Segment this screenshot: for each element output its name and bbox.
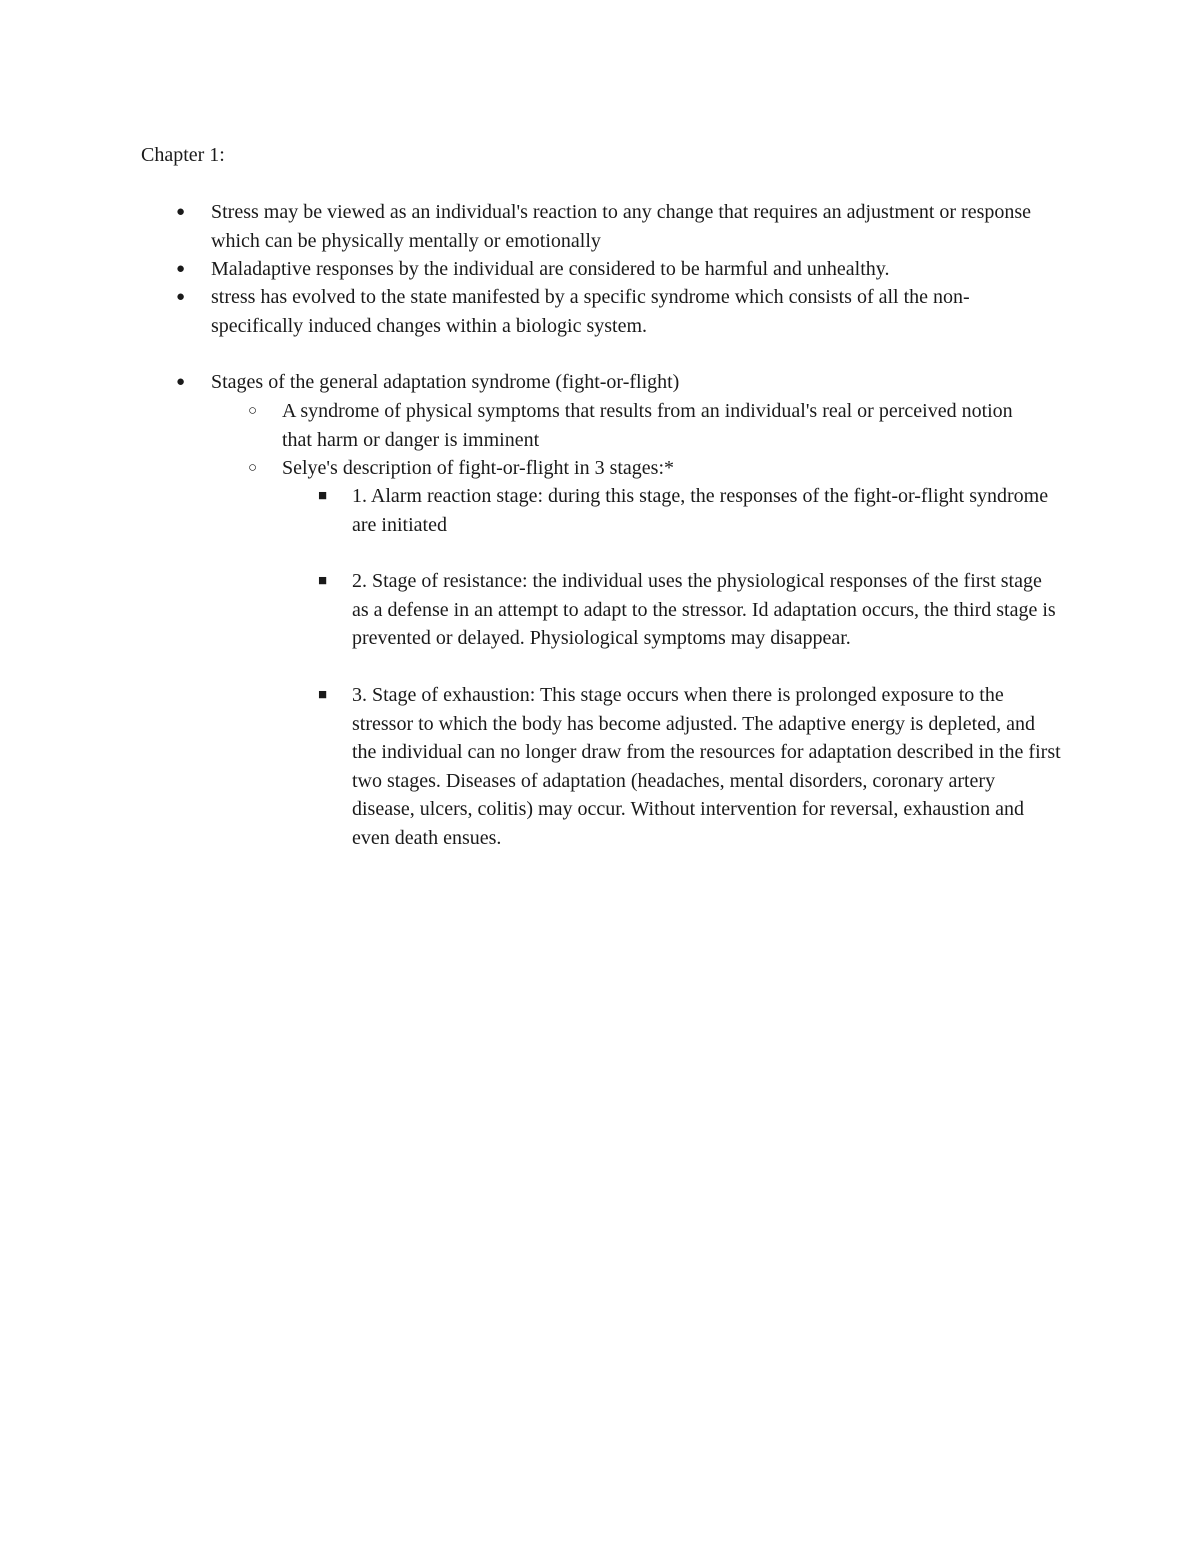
circle-bullet-icon: ○ xyxy=(248,403,258,419)
list-item: Maladaptive responses by the individual are considered to be harmful and unhealthy. xyxy=(211,258,890,280)
stage-item: 1. Alarm reaction stage: during this stage, the responses of the fight-or-flight syndrome are initiated xyxy=(352,485,1049,536)
square-bullet-icon: ■ xyxy=(318,687,328,703)
stage-item: 2. Stage of resistance: the individual uses the physiological responses of the first stage as a defense in an attempt to adapt to the stressor. Id adaptation occurs, the third stage is prevented or delayed. Physiological symptoms may disappear. xyxy=(352,570,1056,649)
list-item: Stages of the general adaptation syndrome (fight-or-flight) xyxy=(211,371,680,393)
chapter-heading: Chapter 1: xyxy=(141,144,225,166)
circle-bullet-icon: ○ xyxy=(248,460,258,476)
bullet-icon: ● xyxy=(176,289,186,305)
bullet-icon: ● xyxy=(176,374,186,390)
bullet-icon: ● xyxy=(176,261,186,277)
list-item: Stress may be viewed as an individual's reaction to any change that requires an adjustment or response which can be physically mentally or emotionally xyxy=(211,201,1032,252)
stage-item: 3. Stage of exhaustion: This stage occurs when there is prolonged exposure to the stressor to which the body has become adjusted. The adaptive energy is depleted, and the individual can no longer draw from the resources for adaptation described in the first two stages. Diseases of adaptation (headaches, mental disorders, coronary artery disease, ulcers, colitis) may occur. Without intervention for reversal, exhaustion and even death ensues. xyxy=(352,684,1061,849)
list-item: stress has evolved to the state manifested by a specific syndrome which consists of all the non-specifically induced changes within a biologic system. xyxy=(211,286,970,337)
bullet-icon: ● xyxy=(176,204,186,220)
square-bullet-icon: ■ xyxy=(318,488,328,504)
sub-list-item: Selye's description of fight-or-flight in 3 stages:* xyxy=(282,457,675,479)
square-bullet-icon: ■ xyxy=(318,573,328,589)
sub-list-item: A syndrome of physical symptoms that results from an individual's real or perceived notion that harm or danger is imminent xyxy=(282,400,1013,451)
